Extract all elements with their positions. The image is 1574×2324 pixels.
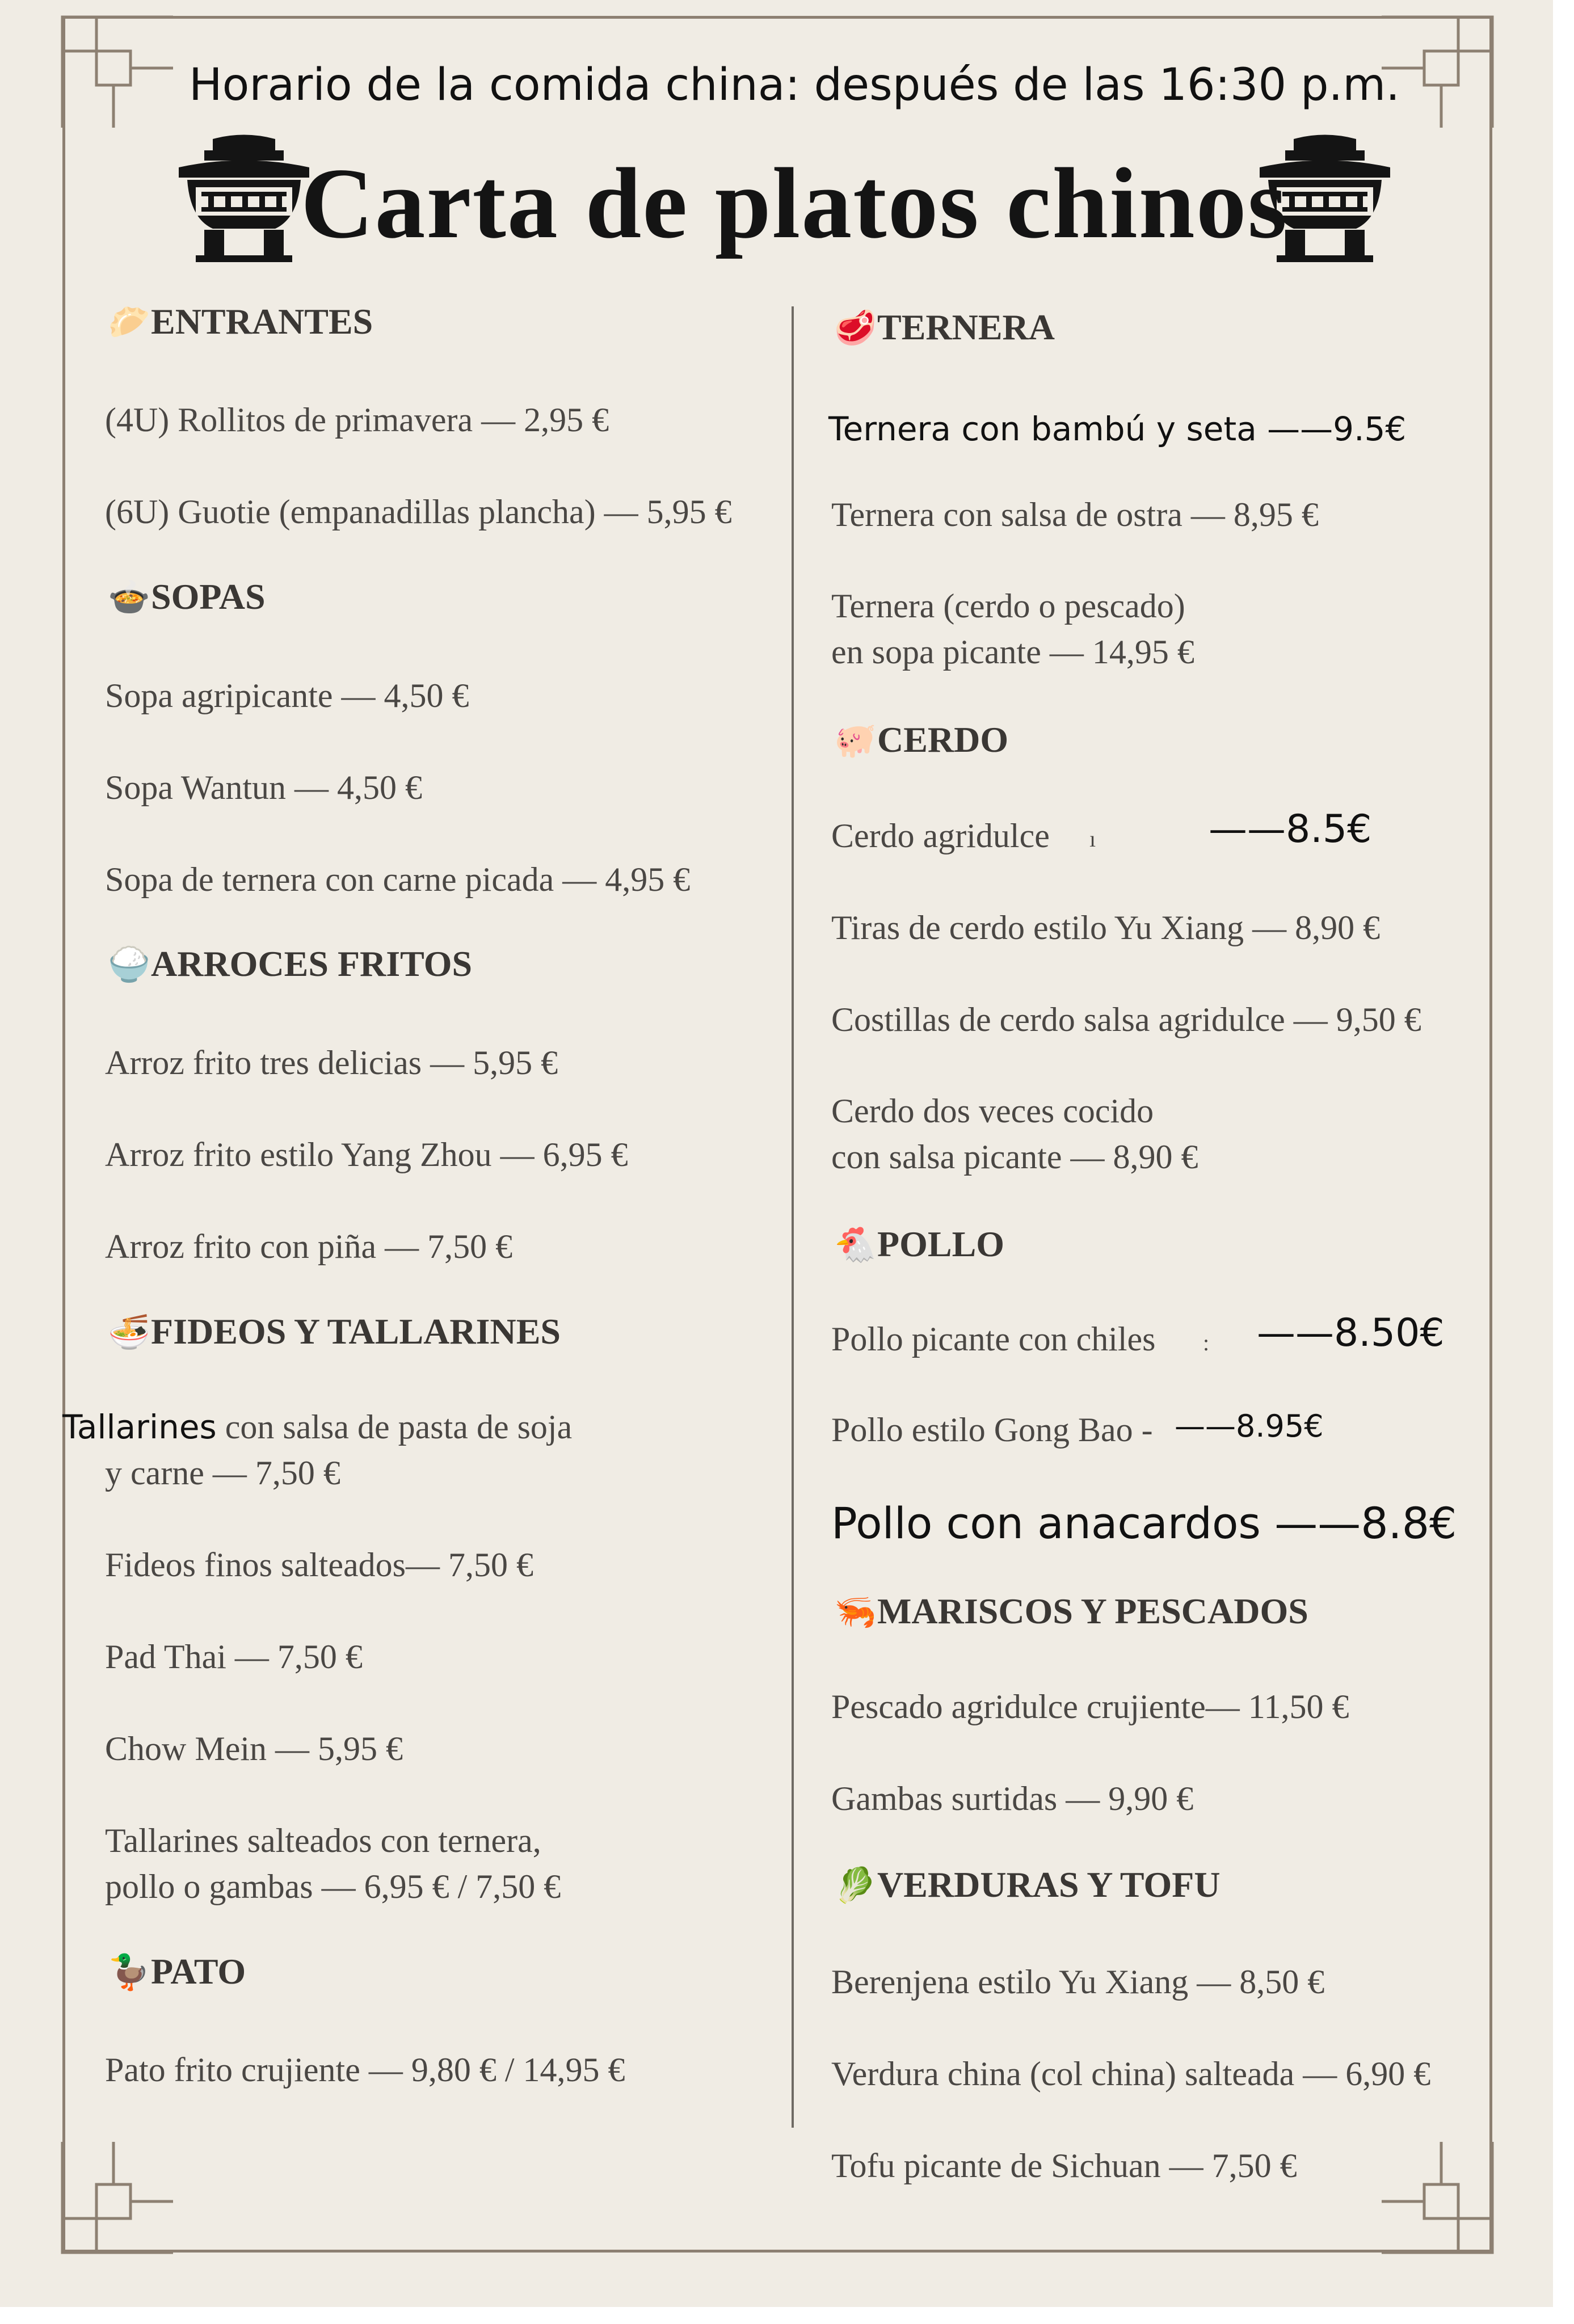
menu-item: Verdura china (col china) salteada — 6,90 € (831, 2055, 1431, 2093)
edited-menu-item: Pollo con anacardos ——8.8€ (831, 1498, 1457, 1548)
edited-price: ——8.5€ (1209, 807, 1372, 852)
menu-item: Costillas de cerdo salsa agridulce — 9,50 € (831, 1001, 1421, 1038)
pig-icon: 🐖 (834, 722, 877, 759)
section-heading-pato: 🦆PATO (108, 1951, 246, 1992)
steak-icon: 🥩 (834, 309, 877, 347)
menu-item: Pad Thai — 7,50 € (105, 1638, 363, 1675)
noodles-icon: 🍜 (108, 1313, 150, 1351)
menu-item-continuation: en sopa picante — 14,95 € (831, 633, 1194, 671)
menu-item: Pato frito crujiente — 9,80 € / 14,95 € (105, 2051, 625, 2089)
edited-label: Tallarines (62, 1408, 217, 1446)
menu-item-tallarines-soja: Tallarines con salsa de pasta de soja (62, 1408, 573, 1446)
stray-mark: : (1203, 1330, 1210, 1355)
dumpling-icon: 🥟 (108, 304, 150, 341)
frame-right (1489, 16, 1492, 2251)
menu-item-pollo-gong-bao: Pollo estilo Gong Bao - (831, 1411, 1153, 1449)
menu-item: Arroz frito con piña — 7,50 € (105, 1228, 513, 1265)
menu-item: Tiras de cerdo estilo Yu Xiang — 8,90 € (831, 909, 1381, 946)
menu-item: Berenjena estilo Yu Xiang — 8,50 € (831, 1963, 1325, 2001)
leafy-greens-icon: 🥬 (834, 1867, 877, 1904)
section-heading-mariscos-y-pescados: 🦐MARISCOS Y PESCADOS (834, 1591, 1308, 1631)
menu-item: Gambas surtidas — 9,90 € (831, 1780, 1194, 1817)
menu-item: Pescado agridulce crujiente— 11,50 € (831, 1688, 1349, 1725)
frame-top (62, 16, 1492, 19)
menu-item: Ternera (cerdo o pescado) (831, 587, 1185, 625)
stray-mark: ı (1089, 826, 1096, 852)
edited-price: ——8.50€ (1257, 1311, 1445, 1355)
section-heading-arroces-fritos: 🍚ARROCES FRITOS (108, 944, 473, 984)
section-heading-cerdo: 🐖CERDO (834, 719, 1009, 760)
opening-hours-notice: Horario de la comida china: después de las 16:30 p.m. (188, 60, 1400, 111)
duck-icon: 🦆 (108, 1953, 150, 1991)
menu-item-continuation: con salsa picante — 8,90 € (831, 1138, 1198, 1176)
corner-ornament-bottom-right (1382, 2142, 1495, 2255)
edited-price: ——8.95€ (1175, 1408, 1324, 1444)
menu-item-continuation: pollo o gambas — 6,95 € / 7,50 € (105, 1868, 561, 1905)
section-heading-verduras-y-tofu: 🥬VERDURAS Y TOFU (834, 1864, 1221, 1905)
column-divider (792, 306, 794, 2128)
menu-item: Tofu picante de Sichuan — 7,50 € (831, 2147, 1297, 2184)
section-heading-ternera: 🥩TERNERA (834, 307, 1055, 347)
section-heading-fideos-y-tallarines: 🍜FIDEOS Y TALLARINES (108, 1311, 561, 1352)
menu-item: Arroz frito tres delicias — 5,95 € (105, 1044, 558, 1081)
menu-item-cerdo-agridulce: Cerdo agridulce (831, 817, 1050, 854)
edited-menu-item: Ternera con bambú y seta ——9.5€ (828, 410, 1407, 448)
menu-item: Tallarines salteados con ternera, (105, 1822, 541, 1859)
menu-item: (6U) Guotie (empanadillas plancha) — 5,95 € (105, 493, 732, 531)
section-heading-entrantes: 🥟ENTRANTES (108, 301, 373, 342)
frame-left (62, 16, 65, 2251)
menu-title: Carta de platos chinos (300, 147, 1289, 259)
shrimp-icon: 🦐 (834, 1593, 877, 1631)
corner-ornament-bottom-left (60, 2142, 173, 2255)
menu-item: Sopa Wantun — 4,50 € (105, 769, 423, 806)
menu-item: Fideos finos salteados— 7,50 € (105, 1546, 533, 1584)
menu-item: Sopa agripicante — 4,50 € (105, 677, 469, 714)
menu-item: Cerdo dos veces cocido (831, 1092, 1154, 1130)
menu-item: Sopa de ternera con carne picada — 4,95 € (105, 861, 691, 898)
section-heading-sopas: 🍲SOPAS (108, 576, 266, 617)
menu-item: (4U) Rollitos de primavera — 2,95 € (105, 401, 609, 439)
section-heading-pollo: 🐔POLLO (834, 1224, 1005, 1264)
menu-item: Ternera con salsa de ostra — 8,95 € (831, 496, 1319, 533)
chicken-icon: 🐔 (834, 1226, 877, 1264)
frame-bottom (62, 2250, 1492, 2253)
menu-item-continuation: y carne — 7,50 € (105, 1454, 340, 1492)
rice-bowl-icon: 🍚 (108, 946, 150, 983)
menu-item: Arroz frito estilo Yang Zhou — 6,95 € (105, 1136, 628, 1173)
menu-item: Chow Mein — 5,95 € (105, 1730, 403, 1767)
soup-bowl-icon: 🍲 (108, 579, 150, 616)
menu-item-pollo-picante: Pollo picante con chiles (831, 1320, 1156, 1358)
